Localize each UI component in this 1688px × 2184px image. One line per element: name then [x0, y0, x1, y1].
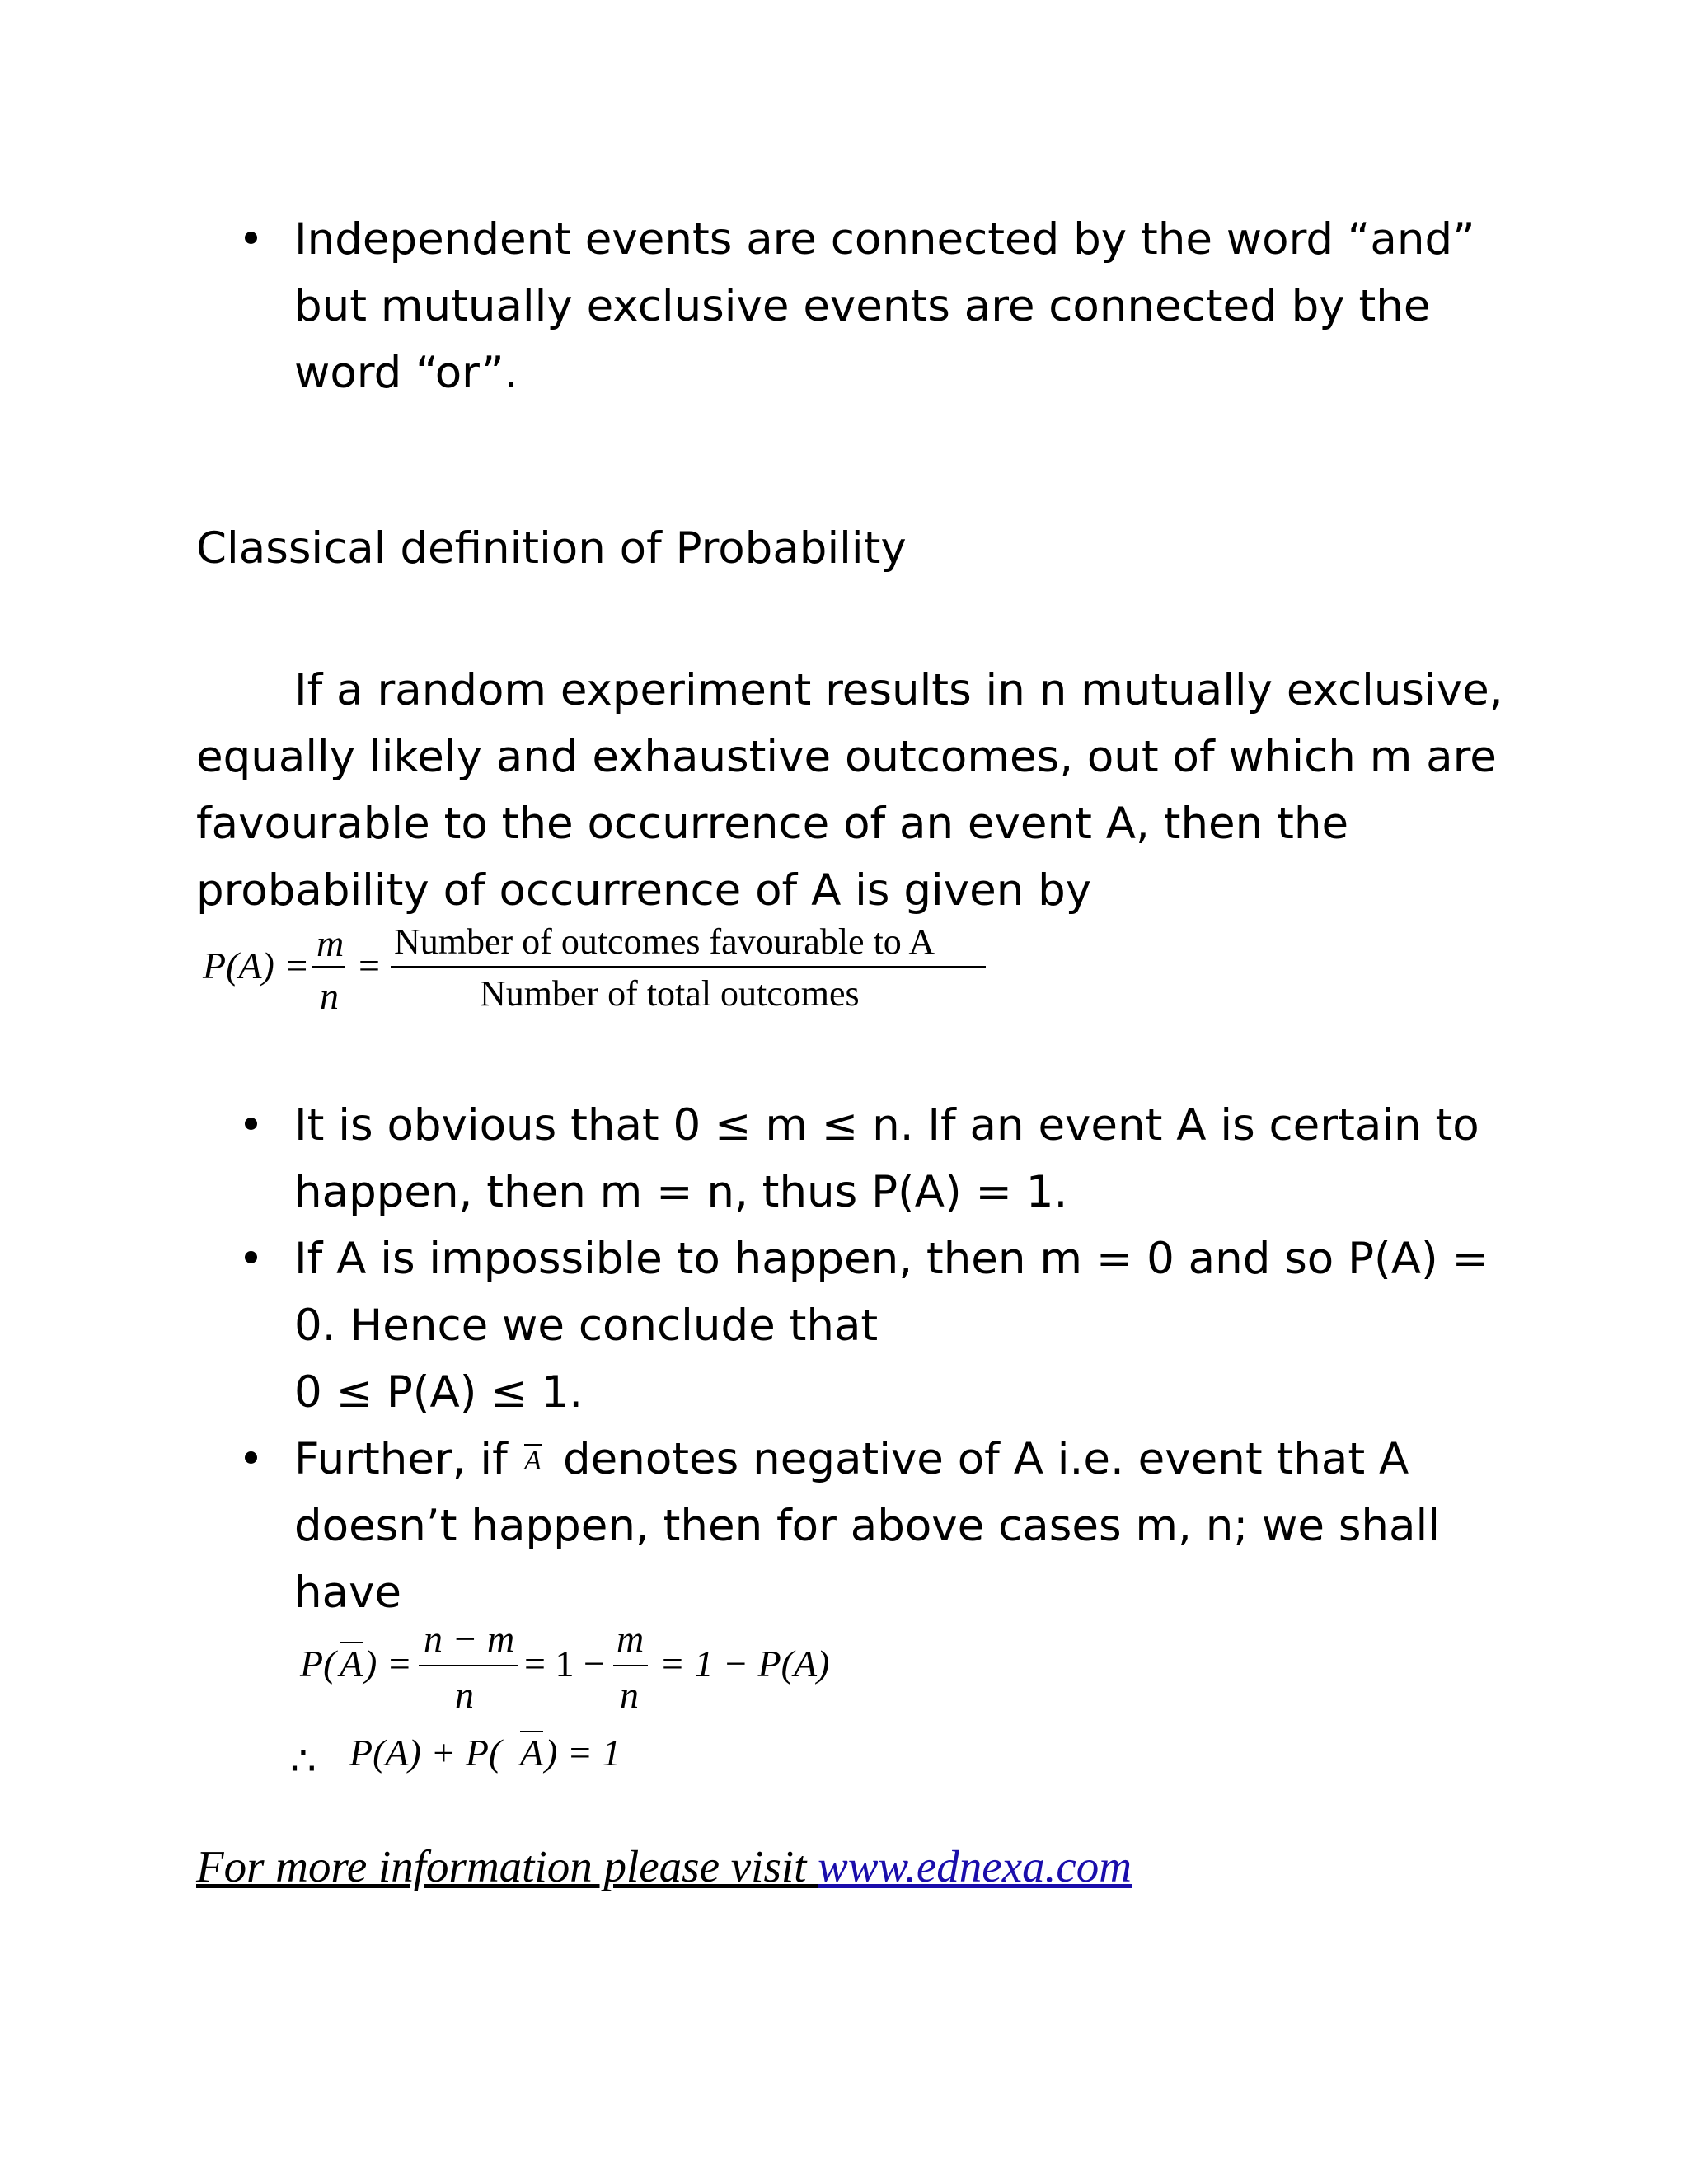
bullet2-line1: It is obvious that 0 ≤ m ≤ n. If an event A is certain to: [294, 1100, 1479, 1151]
formula2-den2: n: [620, 1674, 639, 1716]
bullet2-line2: happen, then m = n, thus P(A) = 1.: [294, 1167, 1068, 1217]
formula1-fraction-line-1: [312, 966, 345, 968]
bullet4-line1-end: denotes negative of A i.e. event that A: [563, 1434, 1409, 1484]
bullet4-abar-symbol: A: [524, 1446, 542, 1476]
bullet-dot: [245, 1251, 257, 1263]
bullet3-line2: 0. Hence we conclude that: [294, 1301, 879, 1351]
formula2-num2: m: [617, 1618, 645, 1660]
footer-note: [196, 1840, 1132, 1892]
bullet4-line3: have: [294, 1568, 402, 1618]
formula2-rhs: = 1 − P(A): [659, 1643, 830, 1685]
formula1-fraction-line-2: [391, 966, 986, 968]
formula1-num1: m: [316, 922, 345, 964]
bullet-dot: [245, 1118, 257, 1130]
formula3-expr-end: ) = 1: [545, 1732, 621, 1774]
para-line3: favourable to the occurrence of an event A, then the: [196, 799, 1349, 849]
formula3-expr-start: P(A) + P(: [349, 1732, 502, 1774]
bullet4-line1-start: Further, if: [294, 1434, 508, 1484]
formula2-lhs-p: P(: [300, 1643, 336, 1685]
therefore-symbol: ∴: [290, 1738, 316, 1784]
formula2-num1: n − m: [424, 1618, 515, 1660]
formula2-lhs-abar: A: [340, 1643, 363, 1685]
formula1-eq: =: [359, 944, 380, 987]
bullet3-line1: If A is impossible to happen, then m = 0 and so P(A) =: [294, 1234, 1489, 1284]
formula1-num2: Number of outcomes favourable to A: [394, 921, 935, 962]
formula1-lhs: P(A) =: [203, 944, 310, 987]
bullet-dot: [245, 1451, 257, 1464]
bullet1-line3: word “or”.: [294, 348, 518, 398]
formula2-mid: = 1 −: [524, 1643, 605, 1685]
para-line4: probability of occurrence of A is given by: [196, 865, 1092, 916]
bullet4-line2: doesn’t happen, then for above cases m, n; we shall: [294, 1501, 1440, 1551]
bullet1-line2: but mutually exclusive events are connected by the: [294, 281, 1431, 331]
formula1-den2: Number of total outcomes: [480, 973, 860, 1014]
section-heading: Classical definition of Probability: [196, 523, 907, 574]
formula1-den1: n: [320, 975, 339, 1017]
formula2-lhs-close: ) =: [364, 1643, 412, 1685]
bullet-dot: [245, 232, 257, 244]
para-line2: equally likely and exhaustive outcomes, out of which m are: [196, 732, 1497, 782]
formula2-fraction-line-1: [419, 1665, 518, 1666]
bullet3-line3: 0 ≤ P(A) ≤ 1.: [294, 1367, 584, 1418]
formula2-fraction-line-2: [613, 1665, 648, 1666]
bullet1-line1: Independent events are connected by the word “and”: [294, 214, 1475, 265]
footer-text: For more information please visit: [196, 1841, 818, 1891]
formula3-abar: A: [520, 1732, 544, 1774]
formula2-den1: n: [455, 1674, 474, 1716]
website-link[interactable]: www.ednexa.com: [818, 1841, 1132, 1891]
para-line1: If a random experiment results in n mutually exclusive,: [294, 665, 1503, 715]
